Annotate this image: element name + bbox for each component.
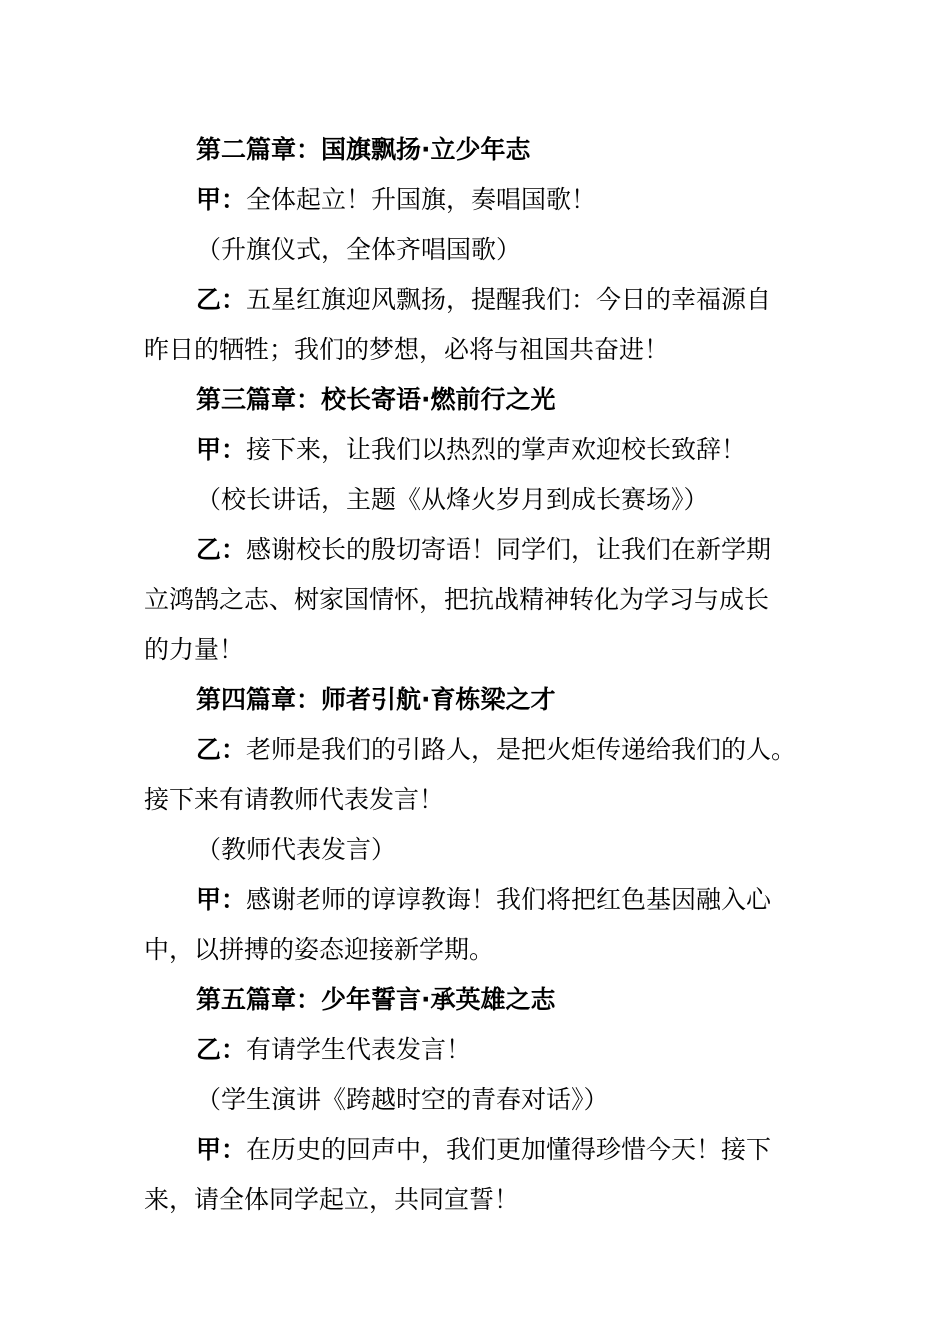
stage-direction: （校长讲话，主题《从烽火岁月到成长赛场》） — [196, 485, 709, 514]
dialogue-continuation: 立鸿鹄之志、树家国情怀，把抗战精神转化为学习与成长 — [144, 585, 770, 614]
dialogue-line — [196, 880, 836, 920]
speaker-label: 甲： — [196, 885, 247, 914]
dialogue-text: 接下来，让我们以热烈的掌声欢迎校长致辞！ — [246, 435, 747, 464]
stage-direction: （教师代表发言） — [196, 835, 397, 864]
speaker-label: 甲： — [196, 1135, 247, 1164]
dialogue-line — [196, 730, 836, 770]
dialogue-line — [196, 530, 836, 570]
speaker-label: 乙： — [196, 535, 247, 564]
dialogue-line — [196, 1030, 836, 1070]
speaker-label: 乙： — [196, 1035, 247, 1064]
dialogue-text: 全体起立！升国旗，奏唱国歌！ — [246, 185, 597, 214]
dialogue-text: 感谢校长的殷切寄语！同学们，让我们在新学期 — [246, 535, 772, 564]
dialogue-text: 感谢老师的谆谆教诲！我们将把红色基因融入心 — [246, 885, 772, 914]
speaker-label: 甲： — [196, 185, 247, 214]
speaker-label: 乙： — [196, 285, 247, 314]
dialogue-text: 老师是我们的引路人，是把火炬传递给我们的人。 — [246, 735, 797, 764]
dialogue-line — [196, 180, 836, 220]
dialogue-continuation: 的力量！ — [144, 635, 245, 664]
section-heading: 第二篇章：国旗飘扬·立少年志 — [196, 135, 531, 164]
section-heading: 第三篇章：校长寄语·燃前行之光 — [196, 385, 556, 414]
speaker-label: 甲： — [196, 435, 247, 464]
stage-direction: （升旗仪式，全体齐唱国歌） — [196, 235, 522, 264]
dialogue-continuation: 昨日的牺牲；我们的梦想，必将与祖国共奋进！ — [144, 335, 670, 364]
section-heading: 第五篇章：少年誓言·承英雄之志 — [196, 985, 556, 1014]
stage-direction: （学生演讲《跨越时空的青春对话》） — [196, 1085, 609, 1114]
dialogue-line — [196, 1130, 836, 1170]
dialogue-line — [196, 280, 836, 320]
dialogue-line — [196, 430, 836, 470]
dialogue-continuation: 中，以拼搏的姿态迎接新学期。 — [144, 935, 495, 964]
speaker-label: 乙： — [196, 735, 247, 764]
section-heading: 第四篇章：师者引航·育栋梁之才 — [196, 685, 556, 714]
dialogue-text: 在历史的回声中，我们更加懂得珍惜今天！接下 — [246, 1135, 772, 1164]
dialogue-text: 有请学生代表发言！ — [246, 1035, 472, 1064]
dialogue-text: 五星红旗迎风飘扬，提醒我们：今日的幸福源自 — [246, 285, 772, 314]
dialogue-continuation: 来，请全体同学起立，共同宣誓！ — [144, 1185, 520, 1214]
dialogue-continuation: 接下来有请教师代表发言！ — [144, 785, 445, 814]
